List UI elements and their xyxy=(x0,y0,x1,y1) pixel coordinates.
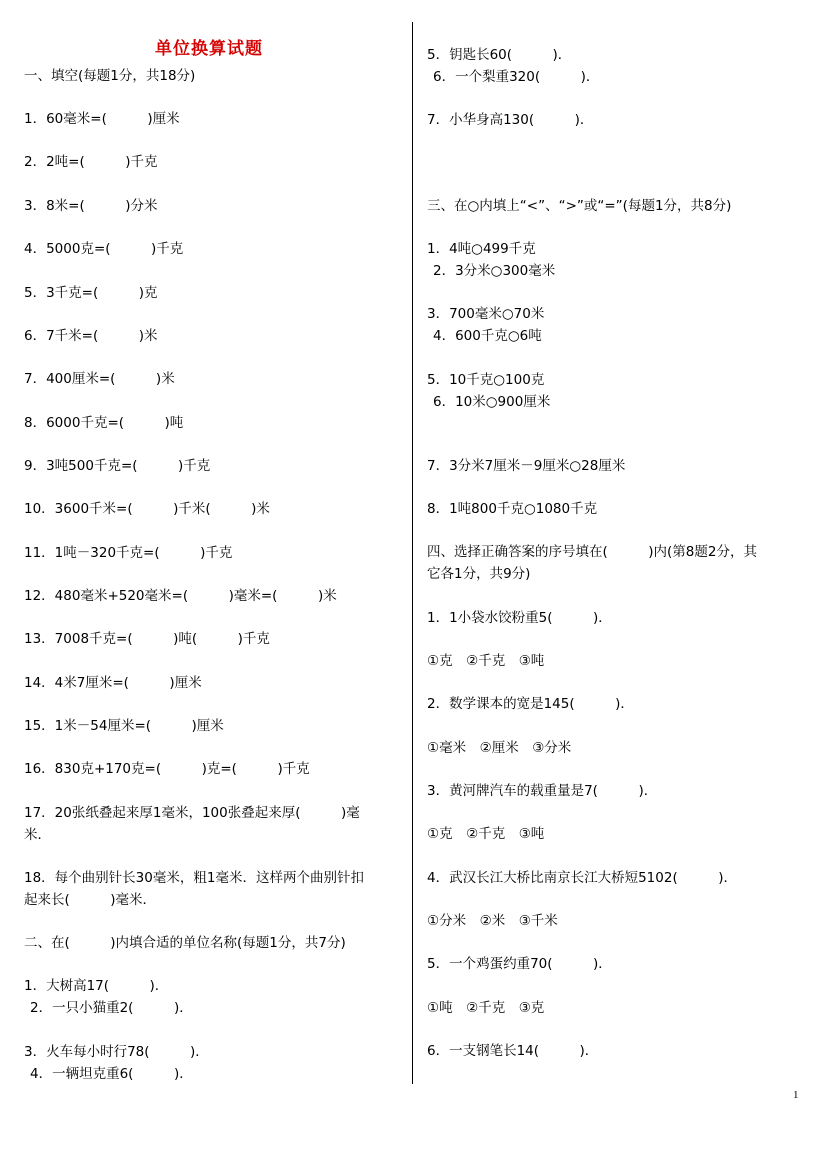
question-line: 7．400厘米=( )米 xyxy=(24,371,175,387)
answer-options: ①毫米 ②厘米 ③分米 xyxy=(427,740,572,756)
question-line: 18．每个曲别针长30毫米，粗1毫米．这样两个曲别针扣 xyxy=(24,870,364,886)
question-line: 5．一个鸡蛋约重70( )． xyxy=(427,956,612,972)
section-heading: 一、填空(每题1分，共18分) xyxy=(24,68,196,84)
question-line: 13．7008千克=( )吨( )千克 xyxy=(24,631,270,647)
question-line: 3．火车每小时行78( )． xyxy=(24,1044,209,1060)
question-line: 1．1小袋水饺粉重5( )． xyxy=(427,610,612,626)
question-line: 4．武汉长江大桥比南京长江大桥短5102( )． xyxy=(427,870,737,886)
question-line: 8．1吨800千克○1080千克 xyxy=(427,501,598,517)
question-line: 米． xyxy=(24,827,51,843)
answer-options: ①分米 ②米 ③千米 xyxy=(427,913,558,929)
question-line: 2．2吨=( )千克 xyxy=(24,154,158,170)
question-line: 2．3分米○300毫米 xyxy=(433,263,556,279)
question-line: 16．830克+170克=( )克=( )千克 xyxy=(24,761,310,777)
page-number: 1 xyxy=(793,1089,799,1101)
page-title: 单位换算试题 xyxy=(155,39,263,59)
question-line: 2．一只小猫重2( )． xyxy=(30,1000,193,1016)
question-line: 7．小华身高130( )． xyxy=(427,112,594,128)
answer-options: ①吨 ②千克 ③克 xyxy=(427,1000,545,1016)
answer-options: ①克 ②千克 ③吨 xyxy=(427,826,545,842)
question-line: 3．黄河牌汽车的载重量是7( )． xyxy=(427,783,658,799)
question-line: 1．4吨○499千克 xyxy=(427,241,536,257)
question-line: 起来长( )毫米． xyxy=(24,892,157,908)
question-line: 14．4米7厘米=( )厘米 xyxy=(24,675,202,691)
question-line: 4．600千克○6吨 xyxy=(433,328,542,344)
question-line: 1．60毫米=( )厘米 xyxy=(24,111,180,127)
question-line: 6．10米○900厘米 xyxy=(433,394,551,410)
question-line: 5．3千克=( )克 xyxy=(24,285,158,301)
question-line: 7．3分米7厘米－9厘米○28厘米 xyxy=(427,458,626,474)
question-line: 3．8米=( )分米 xyxy=(24,198,158,214)
question-line: 6．7千米=( )米 xyxy=(24,328,158,344)
section-heading: 二、在( )内填合适的单位名称(每题1分，共7分) xyxy=(24,935,346,951)
question-line: 9．3吨500千克=( )千克 xyxy=(24,458,211,474)
column-divider xyxy=(412,22,413,1084)
question-line: 15．1米－54厘米=( )厘米 xyxy=(24,718,224,734)
question-line: 6．一个梨重320( )． xyxy=(433,69,600,85)
question-line: 5．钥匙长60( )． xyxy=(427,47,572,63)
section-heading: 三、在○内填上“<”、“>”或“=”(每题1分，共8分) xyxy=(427,198,732,214)
question-line: 5．10千克○100克 xyxy=(427,372,545,388)
section-heading: 四、选择正确答案的序号填在( )内(第8题2分，其 xyxy=(427,544,757,560)
question-line: 12．480毫米+520毫米=( )毫米=( )米 xyxy=(24,588,337,604)
section-heading: 它各1分，共9分) xyxy=(427,566,531,582)
question-line: 6．一支钢笔长14( )． xyxy=(427,1043,599,1059)
question-line: 1．大树高17( )． xyxy=(24,978,169,994)
question-line: 4．一辆坦克重6( )． xyxy=(30,1066,193,1082)
question-line: 2．数学课本的宽是145( )． xyxy=(427,696,634,712)
question-line: 11．1吨－320千克=( )千克 xyxy=(24,545,233,561)
question-line: 17．20张纸叠起来厚1毫米，100张叠起来厚( )毫 xyxy=(24,805,360,821)
question-line: 10．3600千米=( )千米( )米 xyxy=(24,501,270,517)
answer-options: ①克 ②千克 ③吨 xyxy=(427,653,545,669)
question-line: 4．5000克=( )千克 xyxy=(24,241,184,257)
question-line: 3．700毫米○70米 xyxy=(427,306,545,322)
question-line: 8．6000千克=( )吨 xyxy=(24,415,184,431)
